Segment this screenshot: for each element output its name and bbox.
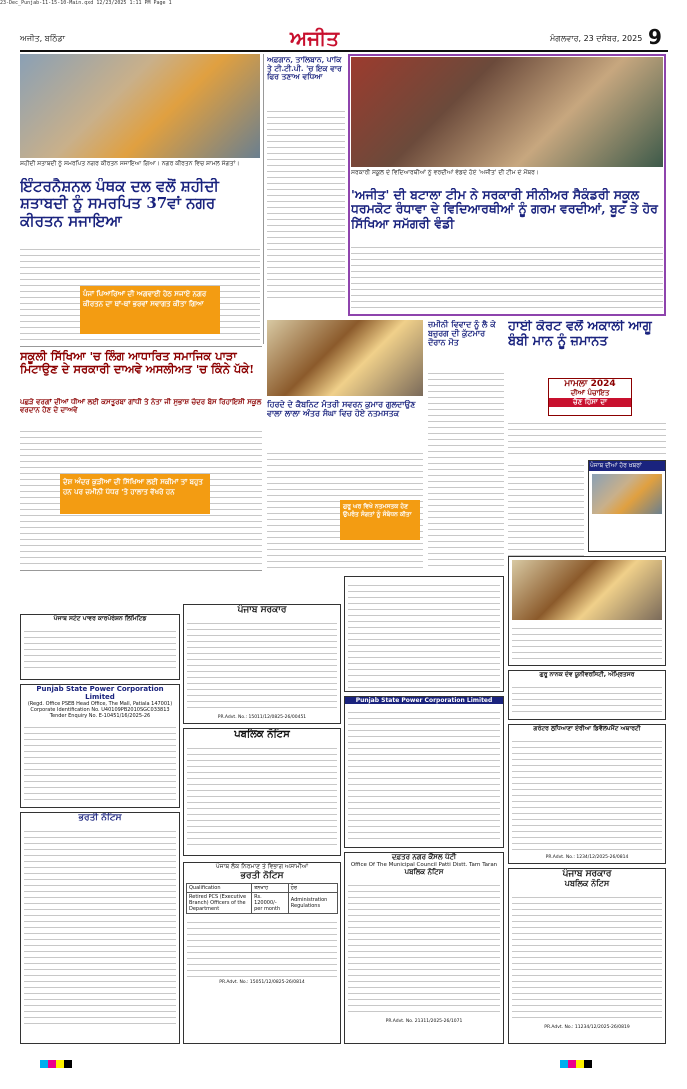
municipal-body bbox=[348, 880, 500, 1016]
municipal-ad bbox=[344, 852, 504, 1044]
psp-sub4: Tender Enquiry No. E-10451/16/2025-26 bbox=[49, 713, 151, 719]
bharti-ad-2 bbox=[183, 862, 341, 1044]
pr-number-2: PR.Advt. No.: 15051/12/0825-26/0814 bbox=[219, 980, 305, 985]
story3-body bbox=[351, 242, 663, 312]
story6-body bbox=[428, 368, 504, 568]
punjab-news-tag: ਪੰਜਾਬ ਦੀਆਂ ਹੋਰ ਖ਼ਬਰਾਂ bbox=[589, 461, 665, 471]
story4-headline: ਸਕੂਲੀ ਸਿੱਖਿਆ 'ਚ ਲਿੰਗ ਆਧਾਰਿਤ ਸਮਾਜਿਕ ਪਾੜਾ ਮਿਟਾਉਣ ਦੇ ਸਰਕਾਰੀ ਦਾਅਵੇ ਅਸਲੀਅਤ 'ਚ ਕਿੰਨੇ ਪੱਕੇ! bbox=[20, 350, 255, 377]
story4-subhead: ਪਛੜੇ ਵਰਗਾਂ ਦੀਆਂ ਧੀਆਂ ਲਈ ਕਸਤੂਰਬਾ ਗਾਂਧੀ ਤੇ ਨੇਤਾ ਜੀ ਸੁਭਾਸ਼ ਚੰਦਰ ਬੋਸ ਰਿਹਾਇਸ਼ੀ ਸਕੂਲ ਵਰਦਾਨ ਹੋਣ ਦੇ ਦਾਅਵੇ bbox=[20, 398, 262, 415]
story2-headline: ਅਫ਼ਗਾਨ, ਤਾਲਿਬਾਨ, ਪਾਕਿ ਤੇ ਟੀ.ਟੀ.ਪੀ. 'ਚ ਇਕ ਵਾਰ ਫਿਰ ਤਣਾਅ ਵਧਿਆ bbox=[267, 56, 342, 82]
public-notice-title: ਪਬਲਿਕ ਨੋਟਿਸ bbox=[234, 729, 290, 740]
story1-highlight: ਪੰਜਾਂ ਪਿਆਰਿਆਂ ਦੀ ਅਗਵਾਈ ਹੇਠ ਸਜਾਏ ਨਗਰ ਕੀਰਤਨ ਦਾ ਥਾਂ-ਥਾਂ ਭਰਵਾਂ ਸਵਾਗਤ ਕੀਤਾ ਗਿਆ bbox=[80, 286, 220, 334]
punjab-sarkar-ad bbox=[183, 604, 341, 724]
psp-table bbox=[24, 722, 176, 800]
pspcl-right-body bbox=[348, 707, 500, 843]
right-ad-body bbox=[512, 892, 662, 1022]
bharti1-title: ਭਰਤੀ ਨੋਟਿਸ bbox=[78, 813, 122, 823]
pr-number-3: PR.Advt. No. 21311/2025-26/1071 bbox=[385, 1019, 463, 1024]
bharti1-body bbox=[24, 826, 176, 1026]
story7-body bbox=[508, 418, 666, 458]
punjab-sarkar-title: ਪੰਜਾਬ ਸਰਕਾਰ bbox=[237, 605, 287, 615]
pspcl-notice-ad bbox=[344, 576, 504, 692]
bharti2-dept: ਪੰਜਾਬ ਲੋਕ ਨਿਰਮਾਣ ਤੇ ਵਿਭਾਗ ਅਸਾਮੀਆਂ bbox=[215, 863, 309, 870]
table-header: ਹੋਰ bbox=[288, 884, 337, 893]
psp-ad bbox=[20, 684, 180, 808]
procession-photo bbox=[20, 54, 260, 158]
table-header: ਤਨਖਾਹ bbox=[252, 884, 289, 893]
public-notice2: ਪਬਲਿਕ ਨੋਟਿਸ bbox=[404, 868, 444, 876]
psp-ad-top bbox=[20, 614, 180, 680]
story7-headline: ਹਾਈ ਕੋਰਟ ਵਲੋਂ ਅਕਾਲੀ ਆਗੂ ਬੰਬੀ ਮਾਨ ਨੂੰ ਜ਼ਮਾਨਤ bbox=[508, 320, 652, 349]
pspcl-right-ad bbox=[344, 696, 504, 848]
story3-headline: 'ਅਜੀਤ' ਦੀ ਬਟਾਲਾ ਟੀਮ ਨੇ ਸਰਕਾਰੀ ਸੀਨੀਅਰ ਸੈਕੰਡਰੀ ਸਕੂਲ ਧਰਮਕੋਟ ਰੰਧਾਵਾ ਦੇ ਵਿਦਿਆਰਥੀਆਂ ਨੂੰ ਗਰਮ ਵਰਦੀਆਂ, ਬੂਟ ਤੇ ਹੋਰ ਸਿੱਖਿਆ ਸਮੱਗਰੀ ਵੰਡੀ bbox=[351, 188, 658, 231]
gnd-title: ਗੁਰੂ ਨਾਨਕ ਦੇਵ ਯੂਨੀਵਰਸਿਟੀ, ਅੰਮ੍ਰਿਤਸਰ bbox=[539, 671, 635, 678]
right-ad-sub: ਪਬਲਿਕ ਨੋਟਿਸ bbox=[564, 879, 610, 888]
table-cell: Administration Regulations bbox=[288, 893, 337, 914]
column-rule bbox=[263, 54, 264, 344]
bharti2-table bbox=[186, 883, 338, 914]
office-notice: Office Of The Municipal Council Patti Distt. Tarn Taran bbox=[350, 862, 498, 868]
color-registration-bar bbox=[560, 1060, 592, 1068]
page-header bbox=[20, 25, 668, 52]
bharti2-body bbox=[187, 917, 337, 977]
bharti-ad-1 bbox=[20, 812, 180, 1044]
psp-sub3: Corporate Identification No. U40109PB2010SGC033813 bbox=[30, 707, 170, 713]
table-cell: Rs. 120000/- per month bbox=[252, 893, 289, 914]
section-rule bbox=[20, 570, 262, 571]
glada-ad bbox=[508, 724, 666, 864]
section-rule bbox=[20, 346, 262, 347]
page-number: 9 bbox=[648, 25, 662, 49]
minister-photo bbox=[267, 320, 423, 396]
story7-badge bbox=[548, 378, 632, 416]
procession-caption: ਸ਼ਹੀਦੀ ਸ਼ਤਾਬਦੀ ਨੂੰ ਸਮਰਪਿਤ ਨਗਰ ਕੀਰਤਨ ਸਜਾਇਆ ਗਿਆ। ਨਗਰ ਕੀਰਤਨ ਵਿਚ ਸ਼ਾਮਲ ਸੰਗਤਾਂ। bbox=[20, 160, 240, 167]
daftar-title: ਦਫ਼ਤਰ ਨਗਰ ਕੌਂਸਲ ਪੱਟੀ bbox=[391, 853, 457, 861]
pspcl-right-title: Punjab State Power Corporation Limited bbox=[345, 697, 503, 704]
pspcl-notice-body bbox=[348, 580, 500, 688]
print-strip: 23-Dec_Punjab-11-15-10-Main.qxd 12/23/2025 1:11 PM Page 1 bbox=[0, 0, 172, 6]
public-notice-body bbox=[187, 743, 337, 847]
students-caption: ਸਰਕਾਰੀ ਸਕੂਲ ਦੇ ਵਿਦਿਆਰਥੀਆਂ ਨੂੰ ਵਰਦੀਆਂ ਵੰਡਦੇ ਹੋਏ 'ਅਜੀਤ' ਦੀ ਟੀਮ ਦੇ ਮੈਂਬਰ। bbox=[351, 169, 539, 176]
news-photo bbox=[592, 474, 662, 514]
story7-body2 bbox=[508, 460, 584, 568]
students-photo bbox=[351, 57, 663, 167]
color-registration-bar bbox=[40, 1060, 72, 1068]
punjab-news-box bbox=[588, 460, 666, 552]
badge-line3: ਚੋਣ ਹਿੰਸਾ ਦਾ bbox=[549, 398, 631, 407]
gnd-body bbox=[512, 682, 662, 714]
newspaper-logo: ਅਜੀਤ bbox=[290, 26, 340, 50]
right-ad-title: ਪੰਜਾਬ ਸਰਕਾਰ bbox=[562, 869, 612, 879]
right-notice-ad bbox=[508, 868, 666, 1044]
psp-sub2: (Regd. Office PSEB Head Office, The Mall, Patiala 147001) bbox=[27, 701, 173, 707]
story5-headline: ਹਿਰਦੇ ਦੇ ਕੈਬਨਿਟ ਮੰਤਰੀ ਸਵਰਨ ਕੁਮਾਰ ਗੁਲਦਾਉਣ ਵਾਲਾ ਲਾਲਾ ਅੰਤਰ ਸੰਘਾ ਵਿਚ ਹੋਏ ਨਤਮਸਤਕ bbox=[267, 400, 416, 419]
story5-highlight: ਗੁਰੂ ਘਰ ਵਿਖੇ ਨਤਮਸਤਕ ਹੋਣ ਉਪਰੰਤ ਸੰਗਤਾਂ ਨੂੰ ਸੰਬੋਧਨ ਕੀਤਾ bbox=[340, 500, 420, 540]
gnd-ad bbox=[508, 670, 666, 720]
public-notice-ad bbox=[183, 728, 341, 856]
story4-highlight: ਦੇਸ਼ ਅੰਦਰ ਕੁੜੀਆਂ ਦੀ ਸਿੱਖਿਆ ਲਈ ਸਕੀਮਾਂ ਤਾਂ ਬਹੁਤ ਹਨ ਪਰ ਜ਼ਮੀਨੀ ਪੱਧਰ 'ਤੇ ਹਾਲਾਤ ਵੱਖਰੇ ਹਨ bbox=[60, 474, 210, 514]
glada-title: ਗਰੇਟਰ ਲੁਧਿਆਣਾ ਏਰੀਆ ਡਿਵੈਲਪਮੈਂਟ ਅਥਾਰਟੀ bbox=[533, 725, 641, 732]
pr-number-5: PR.Advt. No.: 1234/12/2025-26/0814 bbox=[545, 855, 629, 860]
obituary-body bbox=[512, 623, 662, 661]
bharti2-title: ਭਰਤੀ ਨੋਟਿਸ bbox=[240, 871, 284, 881]
psp-body bbox=[24, 626, 176, 670]
story1-headline: ਇੰਟਰਨੈਸ਼ਨਲ ਪੰਥਕ ਦਲ ਵਲੋਂ ਸ਼ਹੀਦੀ ਸ਼ਤਾਬਦੀ ਨੂੰ ਸਮਰਪਿਤ 37ਵਾਂ ਨਗਰ ਕੀਰਤਨ ਸਜਾਇਆ bbox=[20, 178, 219, 230]
edition-label: ਅਜੀਤ, ਬਠਿੰਡਾ bbox=[20, 34, 66, 43]
issue-date: ਮੰਗਲਵਾਰ, 23 ਦਸੰਬਰ, 2025 bbox=[550, 34, 643, 43]
punjab-sarkar-body bbox=[187, 618, 337, 712]
psp-sub: Punjab State Power Corporation Limited bbox=[36, 685, 164, 701]
obituary-box bbox=[508, 556, 666, 666]
pr-number-4: PR.Advt. No.: 11234/12/2025-26/0819 bbox=[544, 1025, 630, 1030]
glada-body bbox=[512, 736, 662, 852]
table-header: Qualification bbox=[187, 884, 252, 893]
table-cell: Retired PCS (Executive Branch) Officers of the Department bbox=[187, 893, 252, 914]
pr-number-1: PR.Advt. No.: 15011/12/0825-26/00451 bbox=[217, 715, 307, 720]
badge-line2: ਦੀਆਂ ਪੰਚਾਇਤ bbox=[570, 389, 610, 397]
obituary-photo bbox=[512, 560, 662, 620]
badge-line1: ਮਾਮਲਾ 2024 bbox=[564, 379, 616, 389]
story2-body bbox=[267, 106, 345, 302]
psp-title: ਪੰਜਾਬ ਸਟੇਟ ਪਾਵਰ ਕਾਰਪੋਰੇਸ਼ਨ ਲਿਮਿਟਿਡ bbox=[53, 615, 147, 622]
story6-headline: ਜ਼ਮੀਨੀ ਵਿਵਾਦ ਨੂੰ ਲੈ ਕੇ ਬਜ਼ੁਰਗ ਦੀ ਕੁੱਟਮਾਰ ਦੌਰਾਨ ਮੌਤ bbox=[428, 320, 496, 348]
